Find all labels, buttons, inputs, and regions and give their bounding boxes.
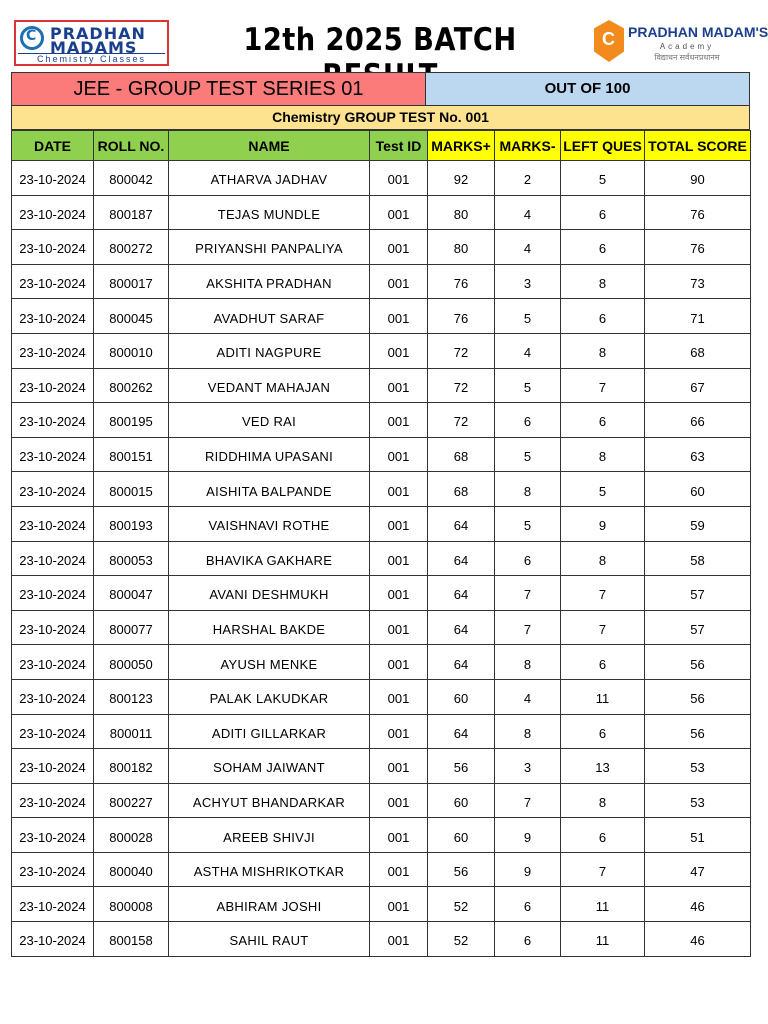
cell-name: ASTHA MISHRIKOTKAR	[169, 852, 370, 887]
cell-left-ques: 6	[561, 195, 645, 230]
cell-total-score: 73	[645, 264, 751, 299]
cell-marks-plus: 80	[428, 230, 495, 265]
cell-date: 23-10-2024	[12, 264, 94, 299]
cell-total-score: 76	[645, 195, 751, 230]
column-header-name: NAME	[169, 131, 370, 161]
cell-name: ACHYUT BHANDARKAR	[169, 783, 370, 818]
cell-left-ques: 7	[561, 610, 645, 645]
cell-test-id: 001	[370, 679, 428, 714]
table-row	[12, 679, 751, 714]
cell-marks-plus: 64	[428, 506, 495, 541]
cell-left-ques: 8	[561, 437, 645, 472]
cell-left-ques: 11	[561, 887, 645, 922]
cell-marks-minus: 5	[495, 506, 561, 541]
cell-left-ques: 6	[561, 645, 645, 680]
cell-left-ques: 6	[561, 714, 645, 749]
cell-roll-no: 800011	[94, 714, 169, 749]
cell-left-ques: 5	[561, 472, 645, 507]
cell-test-id: 001	[370, 749, 428, 784]
cell-total-score: 59	[645, 506, 751, 541]
cell-test-id: 001	[370, 645, 428, 680]
cell-roll-no: 800187	[94, 195, 169, 230]
cell-date: 23-10-2024	[12, 403, 94, 438]
cell-test-id: 001	[370, 783, 428, 818]
table-row	[12, 195, 751, 230]
cell-test-id: 001	[370, 714, 428, 749]
cell-marks-minus: 4	[495, 230, 561, 265]
cell-roll-no: 800040	[94, 852, 169, 887]
cell-marks-minus: 8	[495, 714, 561, 749]
logo-left-line3: Chemistry Classes	[18, 53, 165, 64]
cell-marks-minus: 4	[495, 333, 561, 368]
table-row	[12, 852, 751, 887]
table-body	[12, 161, 751, 957]
cell-marks-minus: 4	[495, 679, 561, 714]
cell-total-score: 57	[645, 576, 751, 611]
cell-test-id: 001	[370, 437, 428, 472]
column-header-marks-plus: MARKS+	[428, 131, 495, 161]
table-row	[12, 645, 751, 680]
logo-right-line2: Academy	[659, 42, 715, 51]
table-row	[12, 230, 751, 265]
cell-left-ques: 6	[561, 818, 645, 853]
table-row	[12, 333, 751, 368]
table-row	[12, 714, 751, 749]
cell-date: 23-10-2024	[12, 472, 94, 507]
cell-left-ques: 6	[561, 299, 645, 334]
cell-name: ADITI GILLARKAR	[169, 714, 370, 749]
cell-total-score: 68	[645, 333, 751, 368]
cell-date: 23-10-2024	[12, 818, 94, 853]
cell-total-score: 51	[645, 818, 751, 853]
cell-test-id: 001	[370, 610, 428, 645]
academy-shield-icon	[594, 20, 624, 62]
cell-roll-no: 800158	[94, 922, 169, 957]
pradhan-madams-logo	[14, 20, 169, 66]
cell-total-score: 57	[645, 610, 751, 645]
table-row	[12, 403, 751, 438]
out-of-label: OUT OF 100	[426, 72, 750, 106]
cell-marks-minus: 5	[495, 299, 561, 334]
cell-roll-no: 800008	[94, 887, 169, 922]
cell-roll-no: 800028	[94, 818, 169, 853]
table-row	[12, 610, 751, 645]
cell-name: SAHIL RAUT	[169, 922, 370, 957]
column-header-test-id: Test ID	[370, 131, 428, 161]
cell-roll-no: 800077	[94, 610, 169, 645]
cell-marks-minus: 9	[495, 852, 561, 887]
cell-marks-minus: 4	[495, 195, 561, 230]
cell-roll-no: 800193	[94, 506, 169, 541]
cell-test-id: 001	[370, 403, 428, 438]
cell-name: AREEB SHIVJI	[169, 818, 370, 853]
cell-name: ABHIRAM JOSHI	[169, 887, 370, 922]
cell-left-ques: 7	[561, 368, 645, 403]
cell-test-id: 001	[370, 818, 428, 853]
cell-test-id: 001	[370, 299, 428, 334]
cell-marks-plus: 56	[428, 852, 495, 887]
cell-marks-minus: 6	[495, 887, 561, 922]
cell-test-id: 001	[370, 472, 428, 507]
cell-marks-plus: 80	[428, 195, 495, 230]
cell-left-ques: 8	[561, 264, 645, 299]
cell-total-score: 56	[645, 645, 751, 680]
cell-date: 23-10-2024	[12, 887, 94, 922]
cell-marks-minus: 7	[495, 576, 561, 611]
table-row	[12, 749, 751, 784]
cell-left-ques: 8	[561, 783, 645, 818]
cell-roll-no: 800053	[94, 541, 169, 576]
cell-total-score: 47	[645, 852, 751, 887]
cell-roll-no: 800195	[94, 403, 169, 438]
cell-name: ATHARVA JADHAV	[169, 161, 370, 196]
cell-name: SOHAM JAIWANT	[169, 749, 370, 784]
cell-marks-plus: 52	[428, 887, 495, 922]
cell-total-score: 67	[645, 368, 751, 403]
cell-name: BHAVIKA GAKHARE	[169, 541, 370, 576]
table-row	[12, 299, 751, 334]
cell-marks-plus: 56	[428, 749, 495, 784]
cell-roll-no: 800047	[94, 576, 169, 611]
table-row	[12, 541, 751, 576]
cell-test-id: 001	[370, 887, 428, 922]
column-header-marks-minus: MARKS-	[495, 131, 561, 161]
cell-marks-plus: 68	[428, 437, 495, 472]
cell-date: 23-10-2024	[12, 333, 94, 368]
cell-test-id: 001	[370, 161, 428, 196]
cell-test-id: 001	[370, 333, 428, 368]
logo-right-line1: PRADHAN MADAM'S	[628, 24, 768, 40]
cell-left-ques: 7	[561, 576, 645, 611]
test-subtitle: Chemistry GROUP TEST No. 001	[11, 106, 750, 130]
column-header-left-ques: LEFT QUES	[561, 131, 645, 161]
table-row	[12, 161, 751, 196]
cell-date: 23-10-2024	[12, 161, 94, 196]
table-row	[12, 368, 751, 403]
cell-total-score: 58	[645, 541, 751, 576]
cell-left-ques: 11	[561, 922, 645, 957]
series-banner	[11, 72, 750, 106]
cell-roll-no: 800017	[94, 264, 169, 299]
column-header-date: DATE	[12, 131, 94, 161]
cell-left-ques: 11	[561, 679, 645, 714]
cell-test-id: 001	[370, 541, 428, 576]
logo-left-line2: MADAMS	[50, 38, 138, 57]
table-row	[12, 887, 751, 922]
cell-total-score: 53	[645, 783, 751, 818]
cell-marks-plus: 60	[428, 783, 495, 818]
cell-left-ques: 5	[561, 161, 645, 196]
cell-name: RIDDHIMA UPASANI	[169, 437, 370, 472]
cell-total-score: 63	[645, 437, 751, 472]
cell-name: AISHITA BALPANDE	[169, 472, 370, 507]
page-header	[0, 0, 768, 72]
cell-date: 23-10-2024	[12, 368, 94, 403]
logo-right-line3: विद्याधन सर्वधनप्रधानम	[654, 53, 720, 62]
cell-test-id: 001	[370, 922, 428, 957]
cell-name: PRIYANSHI PANPALIYA	[169, 230, 370, 265]
table-row	[12, 783, 751, 818]
cell-date: 23-10-2024	[12, 299, 94, 334]
cell-marks-plus: 64	[428, 714, 495, 749]
cell-total-score: 56	[645, 679, 751, 714]
cell-left-ques: 8	[561, 333, 645, 368]
cell-left-ques: 6	[561, 403, 645, 438]
cell-name: AYUSH MENKE	[169, 645, 370, 680]
cell-date: 23-10-2024	[12, 437, 94, 472]
cell-test-id: 001	[370, 368, 428, 403]
cell-roll-no: 800262	[94, 368, 169, 403]
cell-name: AVADHUT SARAF	[169, 299, 370, 334]
cell-total-score: 71	[645, 299, 751, 334]
cell-total-score: 76	[645, 230, 751, 265]
cell-left-ques: 13	[561, 749, 645, 784]
cell-date: 23-10-2024	[12, 230, 94, 265]
cell-left-ques: 7	[561, 852, 645, 887]
cell-date: 23-10-2024	[12, 679, 94, 714]
cell-name: VED RAI	[169, 403, 370, 438]
cell-marks-minus: 6	[495, 403, 561, 438]
cell-marks-minus: 8	[495, 472, 561, 507]
cell-total-score: 90	[645, 161, 751, 196]
academy-logo	[594, 18, 768, 68]
cell-total-score: 46	[645, 922, 751, 957]
cell-name: HARSHAL BAKDE	[169, 610, 370, 645]
cell-name: TEJAS MUNDLE	[169, 195, 370, 230]
cell-marks-plus: 60	[428, 818, 495, 853]
cell-marks-plus: 64	[428, 645, 495, 680]
cell-test-id: 001	[370, 506, 428, 541]
cell-roll-no: 800010	[94, 333, 169, 368]
cell-marks-plus: 76	[428, 299, 495, 334]
cell-date: 23-10-2024	[12, 783, 94, 818]
cell-roll-no: 800182	[94, 749, 169, 784]
table-row	[12, 818, 751, 853]
results-table	[11, 130, 751, 957]
cell-name: VAISHNAVI ROTHE	[169, 506, 370, 541]
cell-marks-minus: 7	[495, 783, 561, 818]
cell-left-ques: 8	[561, 541, 645, 576]
cell-date: 23-10-2024	[12, 506, 94, 541]
cell-roll-no: 800123	[94, 679, 169, 714]
cell-roll-no: 800015	[94, 472, 169, 507]
cell-marks-minus: 3	[495, 264, 561, 299]
cell-marks-plus: 64	[428, 610, 495, 645]
cell-marks-minus: 5	[495, 437, 561, 472]
cell-date: 23-10-2024	[12, 749, 94, 784]
cell-roll-no: 800045	[94, 299, 169, 334]
cell-marks-minus: 3	[495, 749, 561, 784]
cell-test-id: 001	[370, 230, 428, 265]
cell-marks-plus: 68	[428, 472, 495, 507]
cell-name: ADITI NAGPURE	[169, 333, 370, 368]
cell-marks-plus: 76	[428, 264, 495, 299]
cell-marks-minus: 9	[495, 818, 561, 853]
cell-marks-plus: 72	[428, 333, 495, 368]
table-row	[12, 506, 751, 541]
cell-total-score: 56	[645, 714, 751, 749]
cell-roll-no: 800151	[94, 437, 169, 472]
cell-name: PALAK LAKUDKAR	[169, 679, 370, 714]
cell-total-score: 66	[645, 403, 751, 438]
cell-total-score: 53	[645, 749, 751, 784]
cell-test-id: 001	[370, 576, 428, 611]
cell-name: AKSHITA PRADHAN	[169, 264, 370, 299]
cell-marks-minus: 6	[495, 922, 561, 957]
cell-date: 23-10-2024	[12, 645, 94, 680]
cell-left-ques: 6	[561, 230, 645, 265]
cell-date: 23-10-2024	[12, 610, 94, 645]
cell-marks-plus: 64	[428, 541, 495, 576]
cell-total-score: 46	[645, 887, 751, 922]
cell-total-score: 60	[645, 472, 751, 507]
cell-marks-plus: 60	[428, 679, 495, 714]
column-header-roll-no: ROLL NO.	[94, 131, 169, 161]
cell-roll-no: 800272	[94, 230, 169, 265]
cell-marks-minus: 5	[495, 368, 561, 403]
cell-marks-minus: 8	[495, 645, 561, 680]
cell-marks-plus: 92	[428, 161, 495, 196]
cell-marks-plus: 72	[428, 368, 495, 403]
table-row	[12, 922, 751, 957]
column-header-total-score: TOTAL SCORE	[645, 131, 751, 161]
cell-date: 23-10-2024	[12, 195, 94, 230]
cell-marks-minus: 2	[495, 161, 561, 196]
table-row	[12, 576, 751, 611]
cell-test-id: 001	[370, 264, 428, 299]
cell-test-id: 001	[370, 852, 428, 887]
table-row	[12, 264, 751, 299]
cell-marks-minus: 7	[495, 610, 561, 645]
table-row	[12, 437, 751, 472]
cell-marks-plus: 72	[428, 403, 495, 438]
cell-date: 23-10-2024	[12, 541, 94, 576]
table-header-row	[12, 131, 751, 161]
cell-date: 23-10-2024	[12, 714, 94, 749]
cell-left-ques: 9	[561, 506, 645, 541]
cell-name: VEDANT MAHAJAN	[169, 368, 370, 403]
cell-roll-no: 800227	[94, 783, 169, 818]
cell-marks-minus: 6	[495, 541, 561, 576]
cell-name: AVANI DESHMUKH	[169, 576, 370, 611]
table-row	[12, 472, 751, 507]
cell-date: 23-10-2024	[12, 576, 94, 611]
page-title: 12th 2025 BATCH	[243, 22, 517, 58]
logo-left-line1: PRADHAN	[50, 24, 146, 43]
cell-roll-no: 800042	[94, 161, 169, 196]
cell-roll-no: 800050	[94, 645, 169, 680]
cell-marks-plus: 64	[428, 576, 495, 611]
series-title: JEE - GROUP TEST SERIES 01	[11, 72, 426, 106]
cell-date: 23-10-2024	[12, 922, 94, 957]
chemistry-logo-icon	[20, 26, 44, 50]
cell-date: 23-10-2024	[12, 852, 94, 887]
cell-marks-plus: 52	[428, 922, 495, 957]
cell-test-id: 001	[370, 195, 428, 230]
